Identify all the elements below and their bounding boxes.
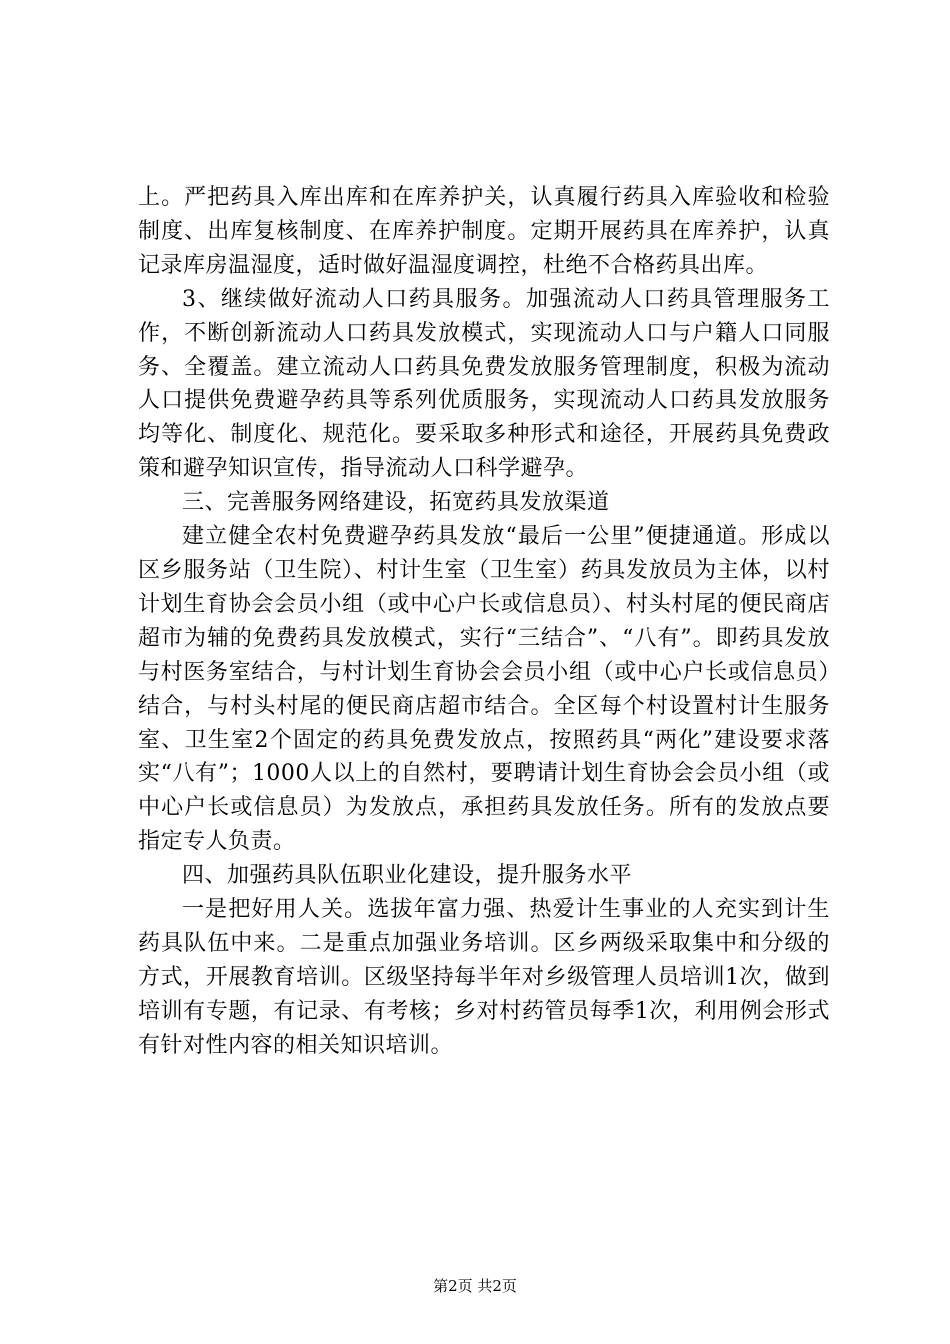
page-number: 第2页 共2页	[433, 1277, 517, 1295]
paragraph-floating-population-service: 3、继续做好流动人口药具服务。加强流动人口药具管理服务工作，不断创新流动人口药具发放模式，实现流动人口与户籍人口同服务、全覆盖。建立流动人口药具免费发放服务管理制度，积极为流动人口提供免费避孕药具等系列优质服务，实现流动人口药具发放服务均等化、制度化、规范化。要采取多种形式和途径，开展药具免费政策和避孕知识宣传，指导流动人口科学避孕。	[138, 286, 830, 482]
section-heading-service-network: 三、完善服务网络建设，拓宽药具发放渠道	[182, 490, 610, 516]
paragraph-continuation: 上。严把药具入库出库和在库养护关，认真履行药具入库验收和检验制度、出库复核制度、在库养护制度。定期开展药具在库养护，认真记录库房温湿度，适时做好温湿度调控，杜绝不合格药具出库。	[138, 185, 830, 278]
section-heading-team-building: 四、加强药具队伍职业化建设，提升服务水平	[182, 863, 633, 889]
page-footer	[0, 1276, 950, 1296]
paragraph-distribution-channels: 建立健全农村免费避孕药具发放“最后一公里”便捷通道。形成以区乡服务站（卫生院）、村计生室（卫生室）药具发放员为主体，以村计划生育协会会员小组（或中心户长或信息员）、村头村尾的便民商店超市为辅的免费药具发放模式，实行“三结合”、“八有”。即药具发放与村医务室结合，与村计划生育协会会员小组（或中心户长或信息员）结合，与村头村尾的便民商店超市结合。全区每个村设置村计生服务室、卫生室2个固定的药具免费发放点，按照药具“两化”建设要求落实“八有”；1000人以上的自然村，要聘请计划生育协会会员小组（或中心户长或信息员）为发放点，承担药具发放任务。所有的发放点要指定专人负责。	[138, 524, 830, 855]
document-body	[138, 181, 830, 1063]
paragraph-training: 一是把好用人关。选拔年富力强、热爱计生事业的人充实到计生药具队伍中来。二是重点加强业务培训。区乡两级采取集中和分级的方式，开展教育培训。区级坚持每半年对乡级管理人员培训1次，做到培训有专题，有记录、有考核；乡对村药管员每季1次，利用例会形式有针对性内容的相关知识培训。	[138, 897, 830, 1058]
